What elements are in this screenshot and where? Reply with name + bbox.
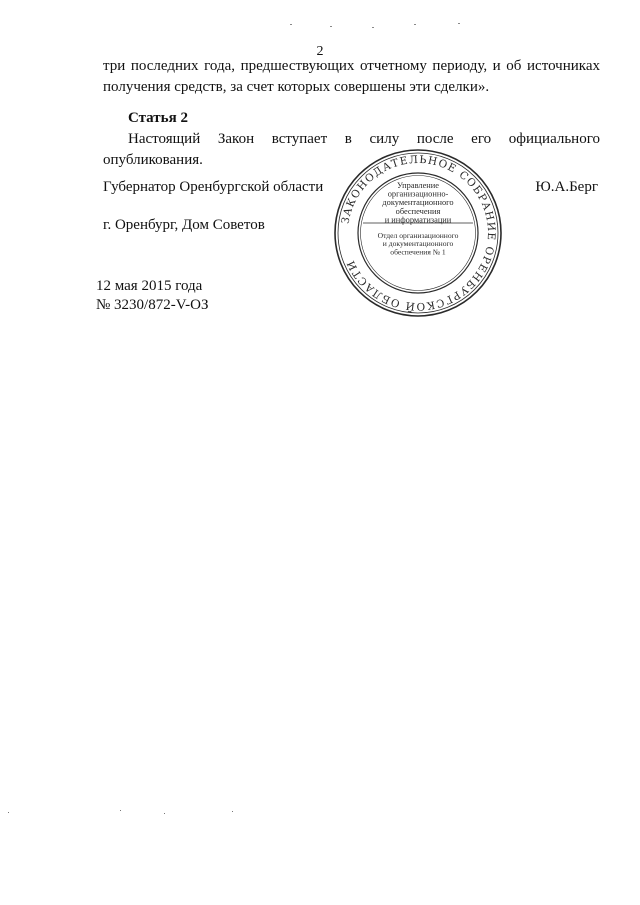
seal-stamp-icon xyxy=(333,148,503,318)
seal-inner-line: обеспечения № 1 xyxy=(390,247,446,257)
seal-inner-line: организационно- xyxy=(387,189,449,199)
signing-place: г. Оренбург, Дом Советов xyxy=(103,217,265,233)
seal-inner-line: и информатизации xyxy=(384,215,452,225)
seal-inner-line: и документационного xyxy=(382,239,454,249)
official-seal xyxy=(333,148,503,318)
signatory-name: Ю.А.Берг xyxy=(535,179,598,195)
article-heading: Статья 2 xyxy=(128,110,188,126)
signing-date: 12 мая 2015 года xyxy=(96,278,203,294)
article-2-text: Настоящий Закон вступает в силу после его официального опубликования. xyxy=(103,131,600,168)
paragraph-continuation: три последних года, предшествующих отчетному периоду, и об источниках получения средств, за счет которых совершены эти сделки». xyxy=(103,58,600,95)
svg-text:ЗАКОНОДАТЕЛЬНОЕ СОБРАНИЕ ОРЕНБ: ЗАКОНОДАТЕЛЬНОЕ СОБРАНИЕ ОРЕНБУРГСКОЙ ОБЛАСТИ xyxy=(339,153,498,313)
seal-inner-line: обеспечения xyxy=(395,206,441,216)
page-number: 2 xyxy=(316,44,324,59)
governor-title: Губернатор Оренбургской области xyxy=(103,179,324,195)
seal-inner-line: документационного xyxy=(382,198,454,208)
law-number: № 3230/872-V-ОЗ xyxy=(96,297,209,313)
seal-inner-line: Управление xyxy=(396,181,440,190)
seal-inner-line: Отдел организационного xyxy=(377,231,459,240)
